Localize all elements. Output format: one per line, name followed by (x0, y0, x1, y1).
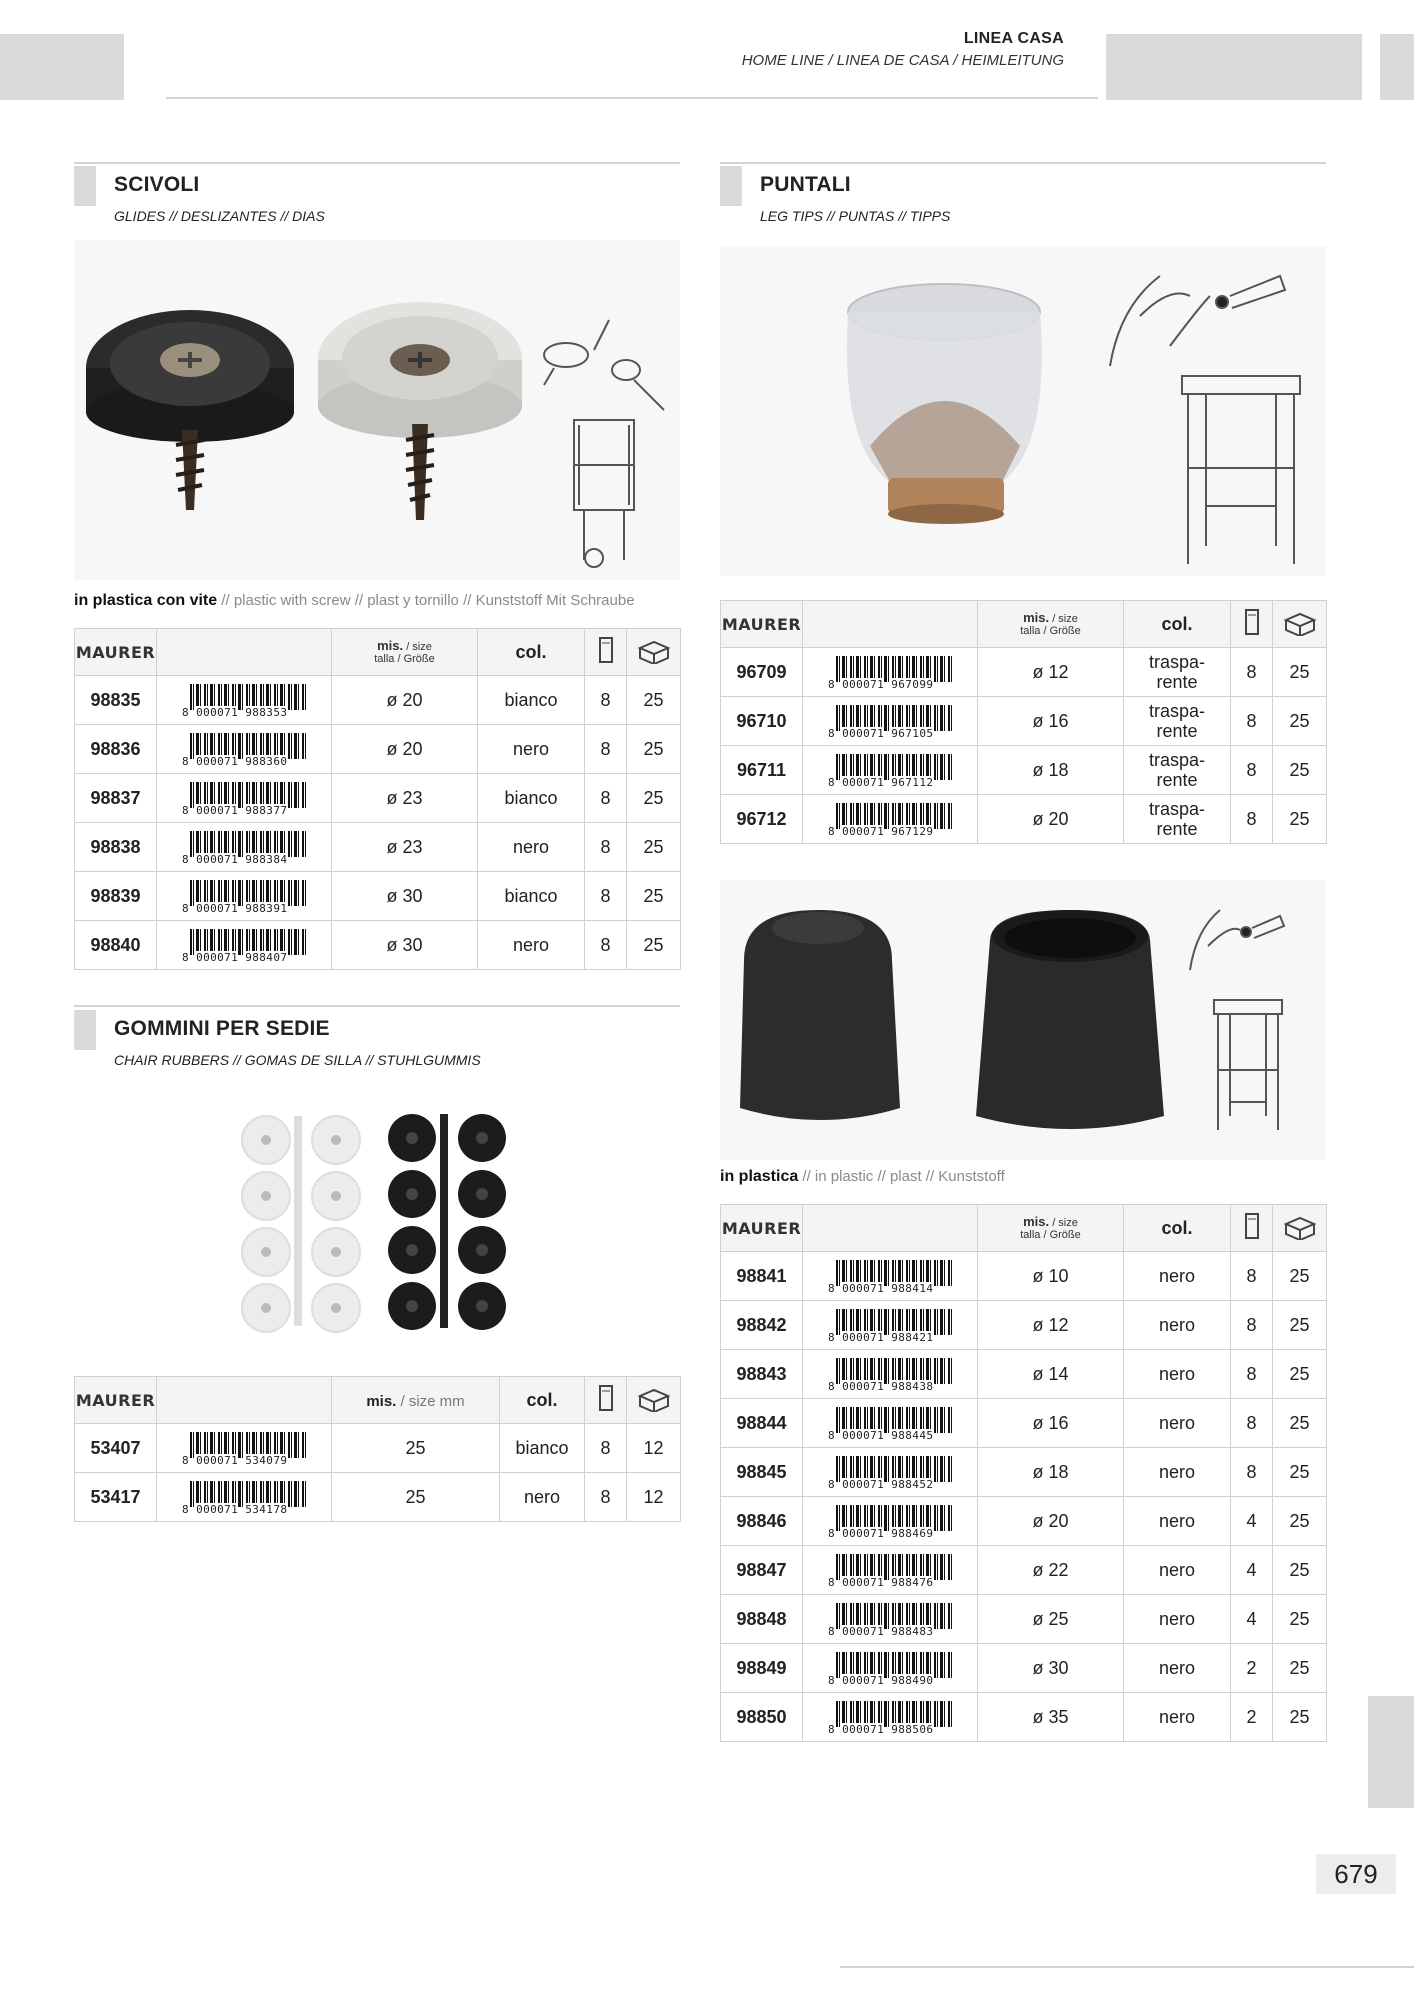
ean-barcode: 8 000071 988421 (803, 1301, 978, 1350)
puntali-plastica-product-photo (720, 880, 1326, 1160)
pack-qty-cell: 8 (585, 823, 627, 872)
table-row (721, 697, 1327, 746)
black-leg-tip-illustration (720, 880, 1326, 1160)
color-cell: nero (1124, 1644, 1231, 1693)
color-cell: traspa- rente (1124, 746, 1231, 795)
product-code: 98845 (721, 1448, 803, 1497)
gommini-divider (74, 1005, 680, 1007)
product-code: 98840 (75, 921, 157, 970)
ean-barcode: 8 000071 988469 (803, 1497, 978, 1546)
box-qty-cell: 25 (627, 921, 681, 970)
ean-barcode: 8 000071 988506 (803, 1693, 978, 1742)
puntali-plastica-table (720, 1204, 1327, 1742)
puntali-title: PUNTALI (760, 173, 851, 196)
product-code: 98837 (75, 774, 157, 823)
brand-logo: MAURER (721, 601, 803, 648)
box-icon (627, 629, 681, 676)
brand-logo: MAURER (75, 1377, 157, 1424)
pack-qty-cell: 4 (1231, 1497, 1273, 1546)
color-cell: nero (1124, 1399, 1231, 1448)
size-cell: ø 14 (978, 1350, 1124, 1399)
ean-barcode: 8 000071 988377 (157, 774, 332, 823)
box-qty-cell: 25 (1273, 1595, 1327, 1644)
size-header: mis. / size talla / Größe (978, 1205, 1124, 1252)
product-code: 98850 (721, 1693, 803, 1742)
box-qty-cell: 12 (627, 1473, 681, 1522)
pack-qty-cell: 8 (1231, 648, 1273, 697)
color-header: col. (1124, 601, 1231, 648)
pack-qty-cell: 4 (1231, 1546, 1273, 1595)
color-cell: nero (1124, 1350, 1231, 1399)
table-row (721, 1497, 1327, 1546)
size-cell: ø 16 (978, 697, 1124, 746)
table-row (75, 725, 681, 774)
size-cell: ø 16 (978, 1399, 1124, 1448)
box-icon (1273, 1205, 1327, 1252)
ean-barcode: 8 000071 988360 (157, 725, 332, 774)
box-qty-cell: 25 (1273, 697, 1327, 746)
box-qty-cell: 25 (627, 872, 681, 921)
scivoli-material (74, 592, 635, 610)
size-cell: ø 12 (978, 1301, 1124, 1350)
ean-barcode: 8 000071 988353 (157, 676, 332, 725)
table-row (721, 1350, 1327, 1399)
pack-qty-cell: 8 (585, 725, 627, 774)
box-qty-cell: 25 (1273, 1644, 1327, 1693)
color-cell: nero (1124, 1448, 1231, 1497)
pack-icon (1231, 601, 1273, 648)
product-code: 98836 (75, 725, 157, 774)
size-cell: ø 18 (978, 746, 1124, 795)
table-row (721, 795, 1327, 844)
size-cell: ø 30 (978, 1644, 1124, 1693)
ean-barcode: 8 000071 967105 (803, 697, 978, 746)
table-row (721, 648, 1327, 697)
pack-qty-cell: 8 (1231, 1350, 1273, 1399)
pack-qty-cell: 8 (585, 1473, 627, 1522)
size-header: mis. / size talla / Größe (332, 629, 478, 676)
color-cell: traspa- rente (1124, 648, 1231, 697)
size-cell: ø 25 (978, 1595, 1124, 1644)
color-cell: nero (478, 823, 585, 872)
color-cell: nero (1124, 1693, 1231, 1742)
ean-barcode: 8 000071 988476 (803, 1546, 978, 1595)
size-cell: 25 (332, 1473, 500, 1522)
size-cell: ø 23 (332, 774, 478, 823)
pack-qty-cell: 2 (1231, 1693, 1273, 1742)
color-cell: nero (1124, 1252, 1231, 1301)
pack-qty-cell: 8 (1231, 746, 1273, 795)
puntali-plastica-material-translations: // in plastic // plast // Kunststoff (798, 1168, 1005, 1185)
puntali-subtitle: LEG TIPS // PUNTAS // TIPPS (760, 208, 951, 224)
ean-barcode: 8 000071 988490 (803, 1644, 978, 1693)
header-title: LINEA CASA (963, 30, 1064, 47)
table-row (75, 1473, 681, 1522)
ean-barcode: 8 000071 988384 (157, 823, 332, 872)
box-icon (1273, 601, 1327, 648)
table-row (721, 1301, 1327, 1350)
color-cell: bianco (500, 1424, 585, 1473)
clear-leg-tip-illustration (720, 246, 1326, 576)
ean-barcode: 8 000071 534178 (157, 1473, 332, 1522)
section-edge-tab (1368, 1696, 1414, 1808)
scivoli-table (74, 628, 681, 970)
puntali-plastica-material-main: in plastica (720, 1168, 799, 1185)
brand-logo: MAURER (721, 1205, 803, 1252)
scivoli-divider (74, 162, 680, 164)
puntali-tab-marker (720, 166, 742, 206)
size-cell: ø 20 (332, 676, 478, 725)
size-cell: ø 12 (978, 648, 1124, 697)
box-qty-cell: 25 (1273, 1350, 1327, 1399)
color-cell: nero (500, 1473, 585, 1522)
color-cell: nero (1124, 1301, 1231, 1350)
brand-logo: MAURER (75, 629, 157, 676)
footer-divider (840, 1966, 1414, 1968)
color-cell: nero (478, 921, 585, 970)
pack-qty-cell: 8 (1231, 795, 1273, 844)
header-divider (166, 97, 1098, 99)
header-bar-right (1106, 34, 1362, 100)
box-icon (627, 1377, 681, 1424)
ean-barcode: 8 000071 967099 (803, 648, 978, 697)
size-cell: 25 (332, 1424, 500, 1473)
scivoli-subtitle: GLIDES // DESLIZANTES // DIAS (114, 208, 325, 224)
table-row (75, 921, 681, 970)
product-code: 96711 (721, 746, 803, 795)
puntali-product-photo (720, 246, 1326, 576)
ean-header (157, 629, 332, 676)
product-code: 98843 (721, 1350, 803, 1399)
size-cell: ø 30 (332, 921, 478, 970)
box-qty-cell: 25 (1273, 1497, 1327, 1546)
ean-header (157, 1377, 332, 1424)
pack-qty-cell: 8 (585, 1424, 627, 1473)
ean-barcode: 8 000071 988438 (803, 1350, 978, 1399)
ean-barcode: 8 000071 534079 (157, 1424, 332, 1473)
table-row (721, 1693, 1327, 1742)
product-code: 98846 (721, 1497, 803, 1546)
pack-qty-cell: 4 (1231, 1595, 1273, 1644)
color-cell: nero (1124, 1497, 1231, 1546)
ean-barcode: 8 000071 988414 (803, 1252, 978, 1301)
chair-rubbers-illustration (74, 1088, 680, 1358)
box-qty-cell: 25 (1273, 1399, 1327, 1448)
product-code: 98841 (721, 1252, 803, 1301)
gommini-subtitle: CHAIR RUBBERS // GOMAS DE SILLA // STUHLGUMMIS (114, 1052, 481, 1068)
box-qty-cell: 25 (1273, 1448, 1327, 1497)
ean-barcode: 8 000071 988452 (803, 1448, 978, 1497)
color-cell: traspa- rente (1124, 795, 1231, 844)
box-qty-cell: 25 (1273, 1546, 1327, 1595)
product-code: 96709 (721, 648, 803, 697)
table-row (721, 746, 1327, 795)
pack-qty-cell: 2 (1231, 1644, 1273, 1693)
color-cell: nero (1124, 1595, 1231, 1644)
product-code: 98848 (721, 1595, 803, 1644)
pack-qty-cell: 8 (1231, 1301, 1273, 1350)
pack-qty-cell: 8 (585, 774, 627, 823)
size-cell: ø 35 (978, 1693, 1124, 1742)
table-row (721, 1252, 1327, 1301)
color-cell: nero (478, 725, 585, 774)
color-header: col. (1124, 1205, 1231, 1252)
box-qty-cell: 25 (1273, 1252, 1327, 1301)
size-cell: ø 22 (978, 1546, 1124, 1595)
ean-barcode: 8 000071 967129 (803, 795, 978, 844)
box-qty-cell: 25 (1273, 795, 1327, 844)
size-cell: ø 20 (332, 725, 478, 774)
box-qty-cell: 25 (627, 676, 681, 725)
size-header: mis. / size mm (332, 1377, 500, 1424)
header-bar-left (0, 34, 124, 100)
box-qty-cell: 25 (1273, 648, 1327, 697)
pack-qty-cell: 8 (585, 676, 627, 725)
pack-qty-cell: 8 (585, 872, 627, 921)
box-qty-cell: 25 (627, 774, 681, 823)
size-cell: ø 23 (332, 823, 478, 872)
size-cell: ø 10 (978, 1252, 1124, 1301)
header-bar-edge (1380, 34, 1414, 100)
box-qty-cell: 12 (627, 1424, 681, 1473)
puntali-divider (720, 162, 1326, 164)
table-row (721, 1644, 1327, 1693)
size-cell: ø 20 (978, 795, 1124, 844)
product-code: 98839 (75, 872, 157, 921)
size-cell: ø 30 (332, 872, 478, 921)
puntali-plastica-material (720, 1168, 1005, 1186)
gommini-title: GOMMINI PER SEDIE (114, 1017, 330, 1040)
box-qty-cell: 25 (627, 725, 681, 774)
pack-qty-cell: 8 (1231, 1448, 1273, 1497)
color-cell: bianco (478, 676, 585, 725)
table-row (75, 823, 681, 872)
table-row (75, 774, 681, 823)
scivoli-product-photo (74, 240, 680, 580)
size-cell: ø 20 (978, 1497, 1124, 1546)
gommini-table (74, 1376, 681, 1522)
puntali-table (720, 600, 1327, 844)
product-code: 96712 (721, 795, 803, 844)
color-cell: bianco (478, 774, 585, 823)
box-qty-cell: 25 (1273, 746, 1327, 795)
table-row (75, 872, 681, 921)
scivoli-material-main: in plastica con vite (74, 592, 218, 609)
scivoli-material-translations: // plastic with screw // plast y tornillo // Kunststoff Mit Schraube (217, 592, 635, 609)
color-cell: bianco (478, 872, 585, 921)
ean-barcode: 8 000071 988407 (157, 921, 332, 970)
page-number: 679 (1316, 1854, 1396, 1894)
ean-barcode: 8 000071 988445 (803, 1399, 978, 1448)
table-row (721, 1448, 1327, 1497)
pack-icon (1231, 1205, 1273, 1252)
box-qty-cell: 25 (627, 823, 681, 872)
product-code: 98847 (721, 1546, 803, 1595)
pack-icon (585, 1377, 627, 1424)
color-cell: nero (1124, 1546, 1231, 1595)
color-cell: traspa- rente (1124, 697, 1231, 746)
color-header: col. (500, 1377, 585, 1424)
product-code: 98835 (75, 676, 157, 725)
size-cell: ø 18 (978, 1448, 1124, 1497)
gommini-product-photo (74, 1088, 680, 1358)
ean-barcode: 8 000071 988391 (157, 872, 332, 921)
header-subtitle: HOME LINE / LINEA DE CASA / HEIMLEITUNG (741, 52, 1064, 69)
product-code: 53407 (75, 1424, 157, 1473)
ean-barcode: 8 000071 967112 (803, 746, 978, 795)
product-code: 98842 (721, 1301, 803, 1350)
ean-barcode: 8 000071 988483 (803, 1595, 978, 1644)
color-header: col. (478, 629, 585, 676)
table-row (721, 1595, 1327, 1644)
table-row (75, 676, 681, 725)
box-qty-cell: 25 (1273, 1301, 1327, 1350)
pack-qty-cell: 8 (1231, 697, 1273, 746)
product-code: 98838 (75, 823, 157, 872)
ean-header (803, 1205, 978, 1252)
table-row (721, 1399, 1327, 1448)
scivoli-tab-marker (74, 166, 96, 206)
pack-icon (585, 629, 627, 676)
product-code: 98844 (721, 1399, 803, 1448)
table-row (75, 1424, 681, 1473)
size-header: mis. / size talla / Größe (978, 601, 1124, 648)
glides-illustration (74, 240, 680, 580)
pack-qty-cell: 8 (585, 921, 627, 970)
scivoli-title: SCIVOLI (114, 173, 200, 196)
product-code: 96710 (721, 697, 803, 746)
product-code: 98849 (721, 1644, 803, 1693)
ean-header (803, 601, 978, 648)
table-row (721, 1546, 1327, 1595)
pack-qty-cell: 8 (1231, 1399, 1273, 1448)
gommini-tab-marker (74, 1010, 96, 1050)
box-qty-cell: 25 (1273, 1693, 1327, 1742)
pack-qty-cell: 8 (1231, 1252, 1273, 1301)
product-code: 53417 (75, 1473, 157, 1522)
